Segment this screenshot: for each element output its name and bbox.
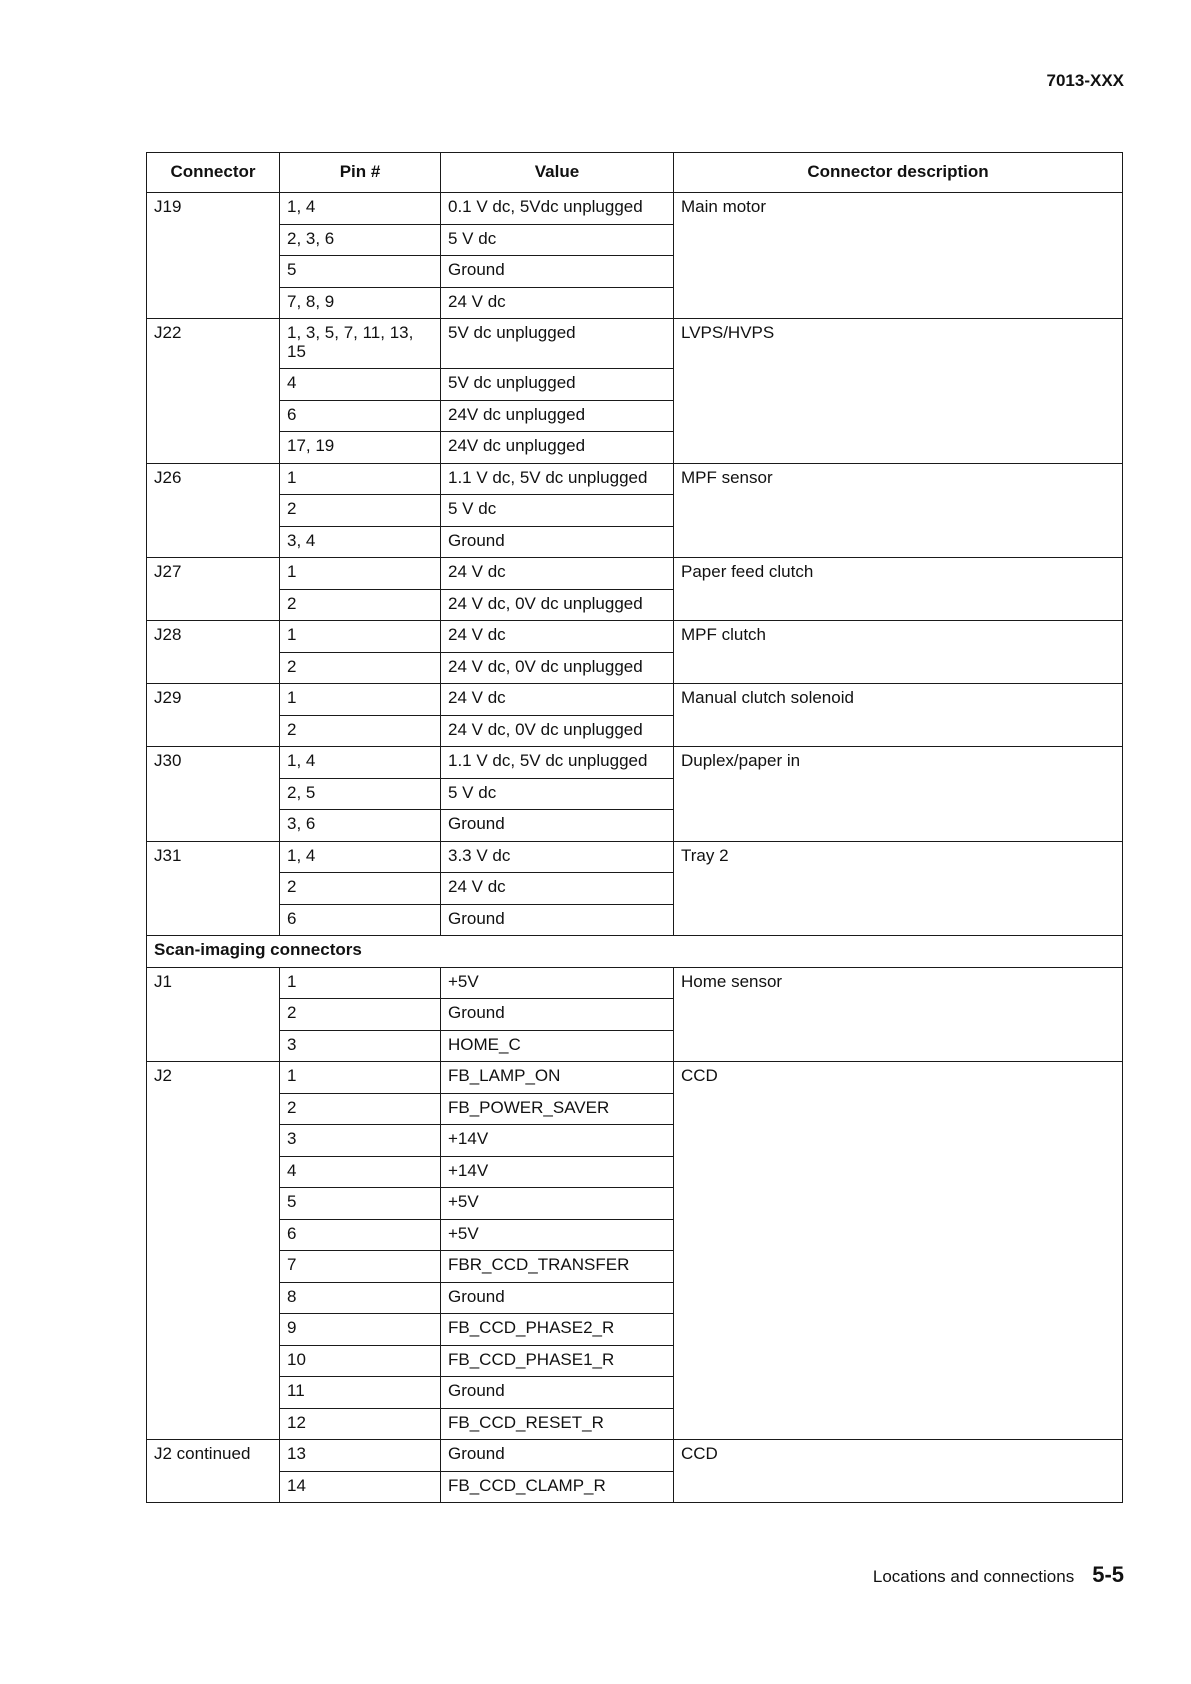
table-row xyxy=(147,747,1123,779)
connector-cell: J31 xyxy=(147,841,280,936)
value-cell: 24 V dc, 0V dc unplugged xyxy=(441,715,674,747)
value-cell: Ground xyxy=(441,1440,674,1472)
value-cell: 24V dc unplugged xyxy=(441,400,674,432)
pin-cell: 2 xyxy=(280,715,441,747)
pin-cell: 1, 4 xyxy=(280,841,441,873)
value-cell: 24 V dc xyxy=(441,287,674,319)
connector-cell: J29 xyxy=(147,684,280,747)
pin-cell: 4 xyxy=(280,1156,441,1188)
value-cell: Ground xyxy=(441,1377,674,1409)
table-row xyxy=(147,1062,1123,1094)
pin-cell: 2, 5 xyxy=(280,778,441,810)
pin-cell: 2 xyxy=(280,999,441,1031)
pin-cell: 1, 4 xyxy=(280,193,441,225)
pin-cell: 1 xyxy=(280,621,441,653)
pin-cell: 2 xyxy=(280,495,441,527)
value-cell: +5V xyxy=(441,1219,674,1251)
description-cell: MPF sensor xyxy=(674,463,1123,558)
pin-cell: 8 xyxy=(280,1282,441,1314)
pin-cell: 5 xyxy=(280,256,441,288)
column-header-description: Connector description xyxy=(674,153,1123,193)
pin-cell: 1 xyxy=(280,463,441,495)
pin-cell: 6 xyxy=(280,1219,441,1251)
pin-cell: 3 xyxy=(280,1125,441,1157)
connector-cell: J28 xyxy=(147,621,280,684)
table-header xyxy=(147,153,1123,193)
connector-table xyxy=(146,152,1123,1503)
value-cell: FB_LAMP_ON xyxy=(441,1062,674,1094)
description-cell: Main motor xyxy=(674,193,1123,319)
pin-cell: 2 xyxy=(280,652,441,684)
value-cell: 3.3 V dc xyxy=(441,841,674,873)
connector-cell: J26 xyxy=(147,463,280,558)
pin-cell: 7 xyxy=(280,1251,441,1283)
value-cell: 5 V dc xyxy=(441,778,674,810)
pin-cell: 9 xyxy=(280,1314,441,1346)
pin-cell: 13 xyxy=(280,1440,441,1472)
value-cell: HOME_C xyxy=(441,1030,674,1062)
value-cell: 5 V dc xyxy=(441,495,674,527)
column-header-pin: Pin # xyxy=(280,153,441,193)
connector-cell: J22 xyxy=(147,319,280,464)
table-row xyxy=(147,193,1123,225)
value-cell: +14V xyxy=(441,1125,674,1157)
page-number: 5-5 xyxy=(1092,1562,1124,1587)
document-code: 7013-XXX xyxy=(1046,71,1124,90)
pin-cell: 10 xyxy=(280,1345,441,1377)
column-header-connector: Connector xyxy=(147,153,280,193)
column-header-value: Value xyxy=(441,153,674,193)
pin-cell: 7, 8, 9 xyxy=(280,287,441,319)
value-cell: +14V xyxy=(441,1156,674,1188)
value-cell: 24 V dc xyxy=(441,621,674,653)
page-footer xyxy=(873,1562,1124,1588)
value-cell: Ground xyxy=(441,1282,674,1314)
pin-cell: 3, 4 xyxy=(280,526,441,558)
value-cell: FB_POWER_SAVER xyxy=(441,1093,674,1125)
pin-cell: 2 xyxy=(280,873,441,905)
description-cell: Home sensor xyxy=(674,967,1123,1062)
value-cell: 24V dc unplugged xyxy=(441,432,674,464)
value-cell: +5V xyxy=(441,967,674,999)
value-cell: Ground xyxy=(441,526,674,558)
pin-cell: 3 xyxy=(280,1030,441,1062)
connector-cell: J2 continued xyxy=(147,1440,280,1503)
value-cell: Ground xyxy=(441,904,674,936)
footer-section-label: Locations and connections xyxy=(872,1567,1075,1586)
pin-cell: 4 xyxy=(280,369,441,401)
value-cell: 0.1 V dc, 5Vdc unplugged xyxy=(441,193,674,225)
description-cell: MPF clutch xyxy=(674,621,1123,684)
value-cell: Ground xyxy=(441,999,674,1031)
pin-cell: 17, 19 xyxy=(280,432,441,464)
table-row xyxy=(147,463,1123,495)
description-cell: Duplex/paper in xyxy=(674,747,1123,842)
table-row xyxy=(147,684,1123,716)
connector-cell: J19 xyxy=(147,193,280,319)
description-cell: CCD xyxy=(674,1440,1123,1503)
connector-cell: J2 xyxy=(147,1062,280,1440)
value-cell: 24 V dc, 0V dc unplugged xyxy=(441,589,674,621)
table-row xyxy=(147,558,1123,590)
value-cell: FB_CCD_PHASE1_R xyxy=(441,1345,674,1377)
value-cell: FB_CCD_RESET_R xyxy=(441,1408,674,1440)
value-cell: FB_CCD_PHASE2_R xyxy=(441,1314,674,1346)
header-row xyxy=(147,153,1123,193)
value-cell: FBR_CCD_TRANSFER xyxy=(441,1251,674,1283)
table-row xyxy=(147,319,1123,369)
value-cell: Ground xyxy=(441,810,674,842)
pin-cell: 12 xyxy=(280,1408,441,1440)
pin-cell: 1 xyxy=(280,684,441,716)
value-cell: 1.1 V dc, 5V dc unplugged xyxy=(441,747,674,779)
value-cell: Ground xyxy=(441,256,674,288)
description-cell: LVPS/HVPS xyxy=(674,319,1123,464)
description-cell: CCD xyxy=(674,1062,1123,1440)
value-cell: 24 V dc, 0V dc unplugged xyxy=(441,652,674,684)
table-row xyxy=(147,621,1123,653)
connector-cell: J27 xyxy=(147,558,280,621)
pin-cell: 5 xyxy=(280,1188,441,1220)
pin-cell: 1, 4 xyxy=(280,747,441,779)
description-cell: Tray 2 xyxy=(674,841,1123,936)
value-cell: 24 V dc xyxy=(441,873,674,905)
value-cell: 24 V dc xyxy=(441,558,674,590)
pin-cell: 2, 3, 6 xyxy=(280,224,441,256)
pin-cell: 3, 6 xyxy=(280,810,441,842)
section-row xyxy=(147,936,1123,968)
value-cell: FB_CCD_CLAMP_R xyxy=(441,1471,674,1503)
value-cell: 5 V dc xyxy=(441,224,674,256)
value-cell: +5V xyxy=(441,1188,674,1220)
section-heading: Scan-imaging connectors xyxy=(147,936,1123,968)
table-row xyxy=(147,841,1123,873)
pin-cell: 14 xyxy=(280,1471,441,1503)
table-row xyxy=(147,967,1123,999)
pin-cell: 11 xyxy=(280,1377,441,1409)
table-body xyxy=(147,193,1123,1503)
pin-cell: 6 xyxy=(280,400,441,432)
table-row xyxy=(147,1440,1123,1472)
pin-cell: 2 xyxy=(280,1093,441,1125)
description-cell: Manual clutch solenoid xyxy=(674,684,1123,747)
value-cell: 1.1 V dc, 5V dc unplugged xyxy=(441,463,674,495)
value-cell: 5V dc unplugged xyxy=(441,319,674,369)
value-cell: 24 V dc xyxy=(441,684,674,716)
connector-cell: J30 xyxy=(147,747,280,842)
value-cell: 5V dc unplugged xyxy=(441,369,674,401)
pin-cell: 1 xyxy=(280,558,441,590)
pin-cell: 1 xyxy=(280,967,441,999)
pin-cell: 1 xyxy=(280,1062,441,1094)
connector-cell: J1 xyxy=(147,967,280,1062)
pin-cell: 6 xyxy=(280,904,441,936)
pin-cell: 1, 3, 5, 7, 11, 13, 15 xyxy=(280,319,441,369)
description-cell: Paper feed clutch xyxy=(674,558,1123,621)
pin-cell: 2 xyxy=(280,589,441,621)
